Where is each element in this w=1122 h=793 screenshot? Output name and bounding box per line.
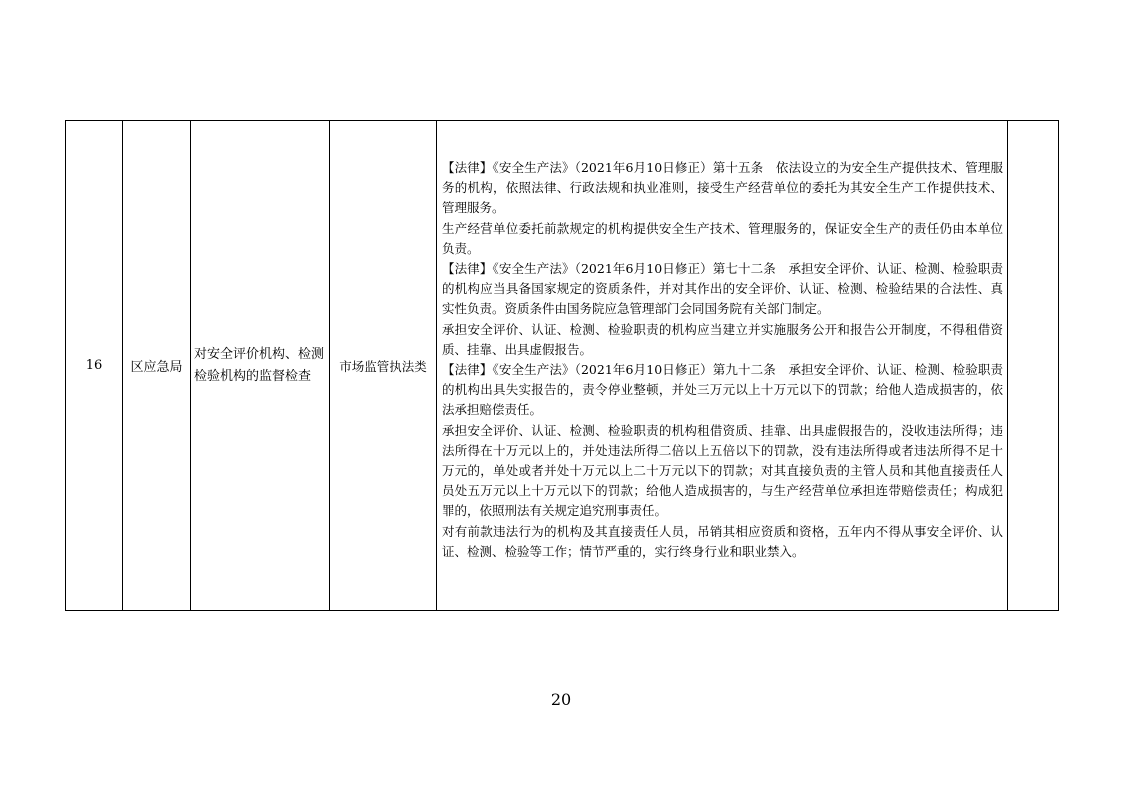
note-cell <box>1008 121 1059 611</box>
page-number: 20 <box>550 690 572 709</box>
row-number: 16 <box>66 121 123 611</box>
legal-basis-text <box>437 121 1007 562</box>
category-cell: 市场监管执法类 <box>330 121 437 611</box>
basis-paragraph: 【法律】《安全生产法》（2021年6月10日修正）第七十二条 承担安全评价、认证、检测、检验职责的机构应当具备国家规定的资质条件，并对其作出的安全评价、认证、检测、检验结果的合法性、真实性负责。资质条件由国务院应急管理部门会同国务院有关部门制定。 <box>442 261 1003 317</box>
table-row <box>66 121 1059 611</box>
basis-paragraph: 承担安全评价、认证、检测、检验职责的机构应当建立并实施服务公开和报告公开制度，不得租借资质、挂靠、出具虚假报告。 <box>442 321 1003 357</box>
department-cell: 区应急局 <box>123 121 191 611</box>
item-name-cell: 对安全评价机构、检测检验机构的监督检查 <box>191 121 330 611</box>
basis-paragraph: 承担安全评价、认证、检测、检验职责的机构租借资质、挂靠、出具虚假报告的，没收违法所得；违法所得在十万元以上的，并处违法所得二倍以上五倍以下的罚款，没有违法所得或者违法所得不足十万元的，单处或者并处十万元以上二十万元以下的罚款；对其直接负责的主管人员和其他直接责任人员处五万元以上十万元以下的罚款；给他人造成损害的，与生产经营单位承担连带赔偿责任；构成犯罪的，依照刑法有关规定追究刑事责任。 <box>442 422 1003 519</box>
basis-paragraph: 对有前款违法行为的机构及其直接责任人员，吊销其相应资质和资格，五年内不得从事安全评价、认证、检测、检验等工作；情节严重的，实行终身行业和职业禁入。 <box>442 523 1003 559</box>
basis-paragraph: 【法律】《安全生产法》（2021年6月10日修正）第十五条 依法设立的为安全生产提供技术、管理服务的机构，依照法律、行政法规和执业准则，接受生产经营单位的委托为其安全生产工作提供技术、管理服务。 <box>442 160 1003 216</box>
legal-basis-cell <box>437 121 1008 611</box>
basis-paragraph: 生产经营单位委托前款规定的机构提供安全生产技术、管理服务的，保证安全生产的责任仍由本单位负责。 <box>442 220 1003 256</box>
basis-paragraph: 【法律】《安全生产法》（2021年6月10日修正）第九十二条 承担安全评价、认证、检测、检验职责的机构出具失实报告的，责令停业整顿，并处三万元以上十万元以下的罚款；给他人造成损害的，依法承担赔偿责任。 <box>442 362 1003 418</box>
authority-table <box>65 120 1059 611</box>
